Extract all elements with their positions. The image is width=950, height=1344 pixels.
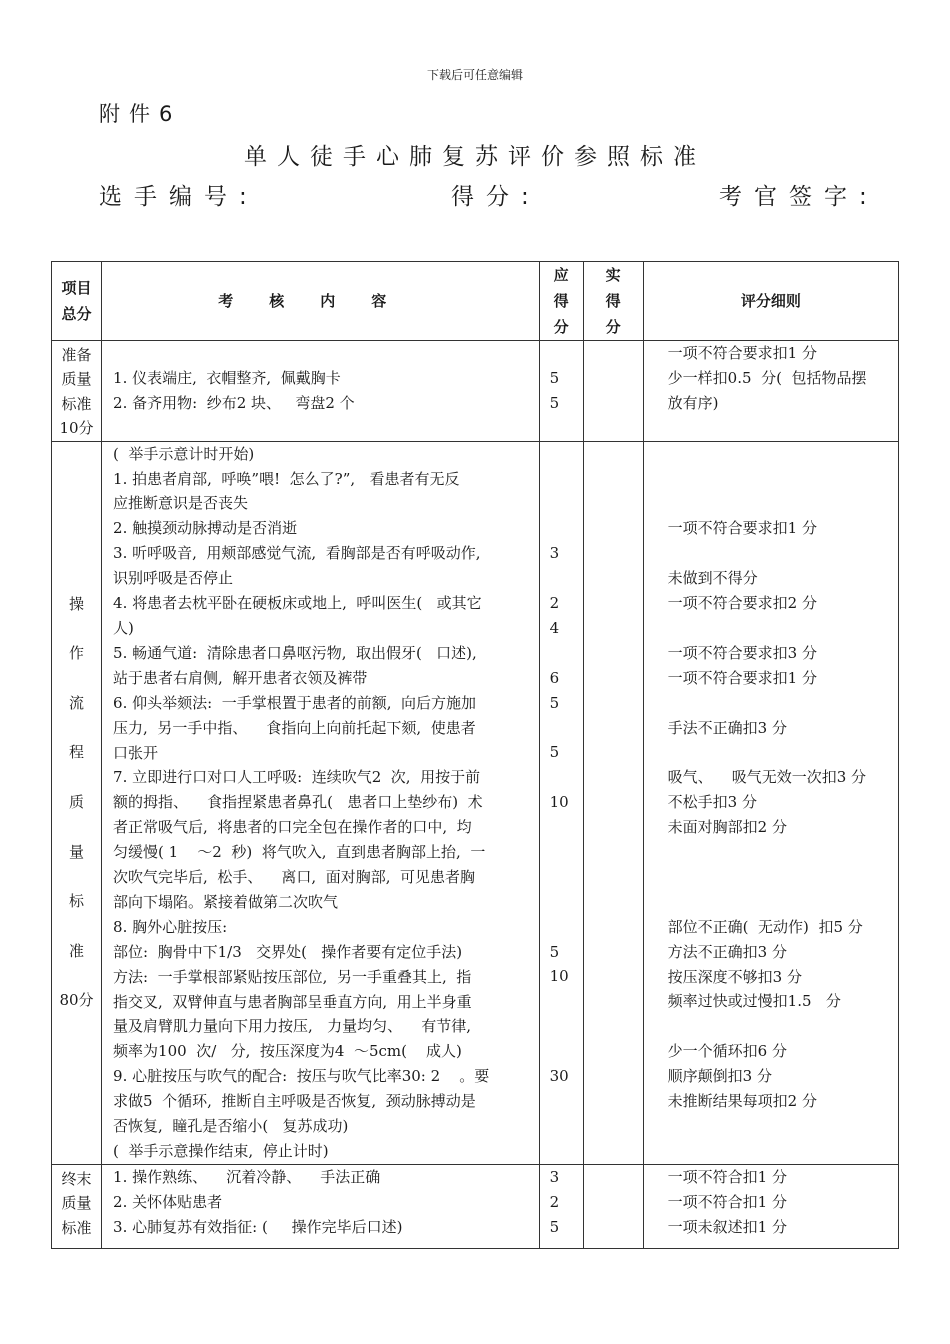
header-content-label: 考核内容 xyxy=(218,292,423,310)
expected-score-line: 10 xyxy=(549,793,569,812)
criteria-line: 频率过快或过慢扣1.5 分 xyxy=(667,992,841,1011)
table-header-row xyxy=(52,262,899,341)
expected-score-cell xyxy=(539,1164,583,1248)
category-line: 操 xyxy=(69,594,85,613)
criteria-line xyxy=(668,840,892,865)
header-expected-line: 分 xyxy=(553,318,569,336)
table-row xyxy=(52,341,899,442)
criteria-line xyxy=(668,541,892,566)
criteria-line xyxy=(668,442,892,467)
header-actual-line: 分 xyxy=(605,318,621,336)
criteria-line: 未做到不得分 xyxy=(667,569,758,588)
criteria-line: 按压深度不够扣3 分 xyxy=(667,967,802,986)
examiner-signature-label: 考官签字: xyxy=(719,184,879,210)
expected-score-line: 4 xyxy=(549,618,560,637)
expected-score-line: 10 xyxy=(549,967,569,986)
criteria-line: 一项不符合要求扣1 分 xyxy=(667,344,817,362)
expected-score-line xyxy=(550,641,583,666)
expected-score-cell xyxy=(539,341,583,442)
content-cell xyxy=(102,441,540,1164)
criteria-line: 部位不正确( 无动作) 扣5 分 xyxy=(667,917,863,936)
document-title: 单人徒手心肺复苏评价参照标准 xyxy=(244,144,706,170)
category-line: 质 xyxy=(69,792,85,811)
expected-score-line: 5 xyxy=(549,743,560,762)
expected-score-line xyxy=(550,1139,583,1164)
expected-score-line xyxy=(550,840,583,865)
criteria-line: 一项不符合要求扣2 分 xyxy=(667,594,817,612)
content-line: 1. 仪表端庄, 衣帽整齐, 佩戴胸卡 xyxy=(113,368,341,387)
content-line: 站于患者右肩侧, 解开患者衣领及裤带 xyxy=(113,668,368,687)
content-line: 8. 胸外心脏按压: xyxy=(113,917,228,936)
content-line: 5. 畅通气道: 清除患者口鼻呕污物, 取出假牙( 口述), xyxy=(113,643,477,662)
content-line: 6. 仰头举颏法: 一手掌根置于患者的前额, 向后方施加 xyxy=(113,693,477,712)
criteria-line: 方法不正确扣3 分 xyxy=(667,942,787,961)
expected-score-line: 5 xyxy=(549,693,560,712)
category-line: 标准 xyxy=(61,1218,92,1237)
expected-score-line xyxy=(550,442,583,467)
content-cell xyxy=(102,341,540,442)
header-category xyxy=(52,262,102,341)
content-line: 方法: 一手掌根部紧贴按压部位, 另一手重叠其上, 指 xyxy=(113,967,472,986)
expected-score-line xyxy=(550,716,583,741)
header-actual-line: 得 xyxy=(605,292,621,310)
content-line: ( 举手示意计时开始) xyxy=(113,444,255,463)
header-expected-score xyxy=(539,262,583,341)
criteria-line: 一项不符合要求扣1 分 xyxy=(667,519,817,538)
criteria-line xyxy=(668,1014,892,1039)
category-line: 准备 xyxy=(61,346,92,364)
expected-score-line: 2 xyxy=(549,1192,560,1211)
table-row xyxy=(52,441,899,1164)
expected-score-line xyxy=(550,467,583,492)
category-line: 标准 xyxy=(61,394,92,413)
header-expected-line: 得 xyxy=(553,292,569,310)
content-line: 9. 心脏按压与吹气的配合: 按压与吹气比率30: 2 。要 xyxy=(113,1067,490,1086)
category-line: 准 xyxy=(69,941,85,960)
expected-score-line xyxy=(550,915,583,940)
criteria-line xyxy=(668,1139,892,1164)
expected-score-line xyxy=(550,765,583,790)
header-category-line: 总分 xyxy=(61,305,92,323)
category-line: 程 xyxy=(69,743,85,762)
expected-score-line xyxy=(550,815,583,840)
content-line: 人) xyxy=(113,618,134,637)
header-note: 下载后可任意编辑 xyxy=(426,68,523,82)
attachment-label: 附件6 xyxy=(99,102,182,126)
criteria-line: 未面对胸部扣2 分 xyxy=(667,818,787,837)
category-cell xyxy=(52,1164,102,1248)
criteria-line: 一项不符合扣1 分 xyxy=(667,1167,787,1186)
category-line: 标 xyxy=(69,892,85,911)
content-cell xyxy=(102,1164,540,1248)
evaluation-table xyxy=(51,261,899,1249)
content-line: 2. 备齐用物: 纱布2 块、 弯盘2 个 xyxy=(113,393,355,412)
content-line: 口张开 xyxy=(113,743,159,762)
content-line: 1. 拍患者肩部, 呼唤”喂! 怎么了?”, 看患者有无反 xyxy=(113,469,460,488)
criteria-line xyxy=(668,491,892,516)
category-cell xyxy=(52,341,102,442)
category-line: 80分 xyxy=(59,991,94,1010)
expected-score-line: 2 xyxy=(549,593,560,612)
category-line: 量 xyxy=(69,842,85,861)
expected-score-line: 5 xyxy=(549,1217,560,1236)
criteria-line: 手法不正确扣3 分 xyxy=(667,718,787,737)
criteria-line: 一项不符合扣1 分 xyxy=(667,1192,787,1211)
criteria-line xyxy=(668,616,892,641)
expected-score-line xyxy=(550,989,583,1014)
criteria-line: 一项未叙述扣1 分 xyxy=(667,1217,787,1236)
criteria-line xyxy=(668,467,892,492)
content-line: 指交叉, 双臂伸直与患者胸部呈垂直方向, 用上半身重 xyxy=(113,992,472,1011)
criteria-cell xyxy=(643,441,898,1164)
criteria-line: 吸气、 吸气无效一次扣3 分 xyxy=(667,768,867,787)
expected-score-line xyxy=(550,516,583,541)
content-line: 频率为100 次/ 分, 按压深度为4 ～5cm( 成人) xyxy=(113,1042,462,1061)
expected-score-line: 5 xyxy=(549,368,560,387)
header-criteria: 评分细则 xyxy=(643,262,898,341)
expected-score-line: 30 xyxy=(549,1067,569,1086)
criteria-line: 放有序) xyxy=(667,393,719,412)
expected-score-line: 5 xyxy=(549,942,560,961)
expected-score-line xyxy=(550,491,583,516)
content-line: 2. 关怀体贴患者 xyxy=(113,1192,223,1211)
content-line: 识别呼吸是否停止 xyxy=(113,569,234,588)
header-expected-line: 应 xyxy=(553,266,569,284)
criteria-line: 少一样扣0.5 分( 包括物品摆 xyxy=(667,368,867,387)
expected-score-line: 3 xyxy=(549,544,560,563)
actual-score-cell xyxy=(583,441,643,1164)
content-line: 次吹气完毕后, 松手、 离口, 面对胸部, 可见患者胸 xyxy=(113,868,476,887)
category-line: 质量 xyxy=(61,370,92,389)
content-line: 否恢复, 瞳孔是否缩小( 复苏成功) xyxy=(113,1117,349,1136)
criteria-line: 少一个循环扣6 分 xyxy=(667,1042,787,1061)
criteria-line: 一项不符合要求扣3 分 xyxy=(667,643,817,662)
content-line: ( 举手示意操作结束, 停止计时) xyxy=(113,1142,329,1160)
criteria-line xyxy=(668,1114,892,1139)
content-line: 应推断意识是否丧失 xyxy=(113,494,249,513)
expected-score-line xyxy=(550,566,583,591)
content-line: 压力, 另一手中指、 食指向上向前托起下颏, 使患者 xyxy=(113,718,476,737)
criteria-cell xyxy=(643,1164,898,1248)
content-line: 3. 听呼吸音, 用颊部感觉气流, 看胸部是否有呼吸动作, xyxy=(113,544,481,563)
content-line: 3. 心肺复苏有效指征: ( 操作完毕后口述) xyxy=(113,1217,403,1236)
score-label: 得分: xyxy=(451,184,541,210)
content-line: 1. 操作熟练、 沉着冷静、 手法正确 xyxy=(113,1167,381,1186)
content-line: 者正常吸气后, 将患者的口完全包在操作者的口中, 均 xyxy=(113,818,472,837)
content-line: 额的拇指、 食指捏紧患者鼻孔( 患者口上垫纱布) 术 xyxy=(113,793,483,812)
criteria-line: 顺序颠倒扣3 分 xyxy=(667,1067,772,1086)
content-line xyxy=(113,341,531,366)
criteria-line: 一项不符合要求扣1 分 xyxy=(667,668,817,687)
category-line: 流 xyxy=(69,693,85,712)
expected-score-line xyxy=(550,1114,583,1139)
category-line: 质量 xyxy=(61,1194,92,1213)
header-actual-score xyxy=(583,262,643,341)
category-cell xyxy=(52,441,102,1164)
criteria-cell xyxy=(643,341,898,442)
actual-score-cell xyxy=(583,1164,643,1248)
criteria-line xyxy=(668,691,892,716)
criteria-line xyxy=(668,890,892,915)
content-line: 4. 将患者去枕平卧在硬板床或地上, 呼叫医生( 或其它 xyxy=(113,594,482,613)
expected-score-line xyxy=(550,1039,583,1064)
expected-score-line xyxy=(550,1089,583,1114)
content-line: 7. 立即进行口对口人工呼吸: 连续吹气2 次, 用按于前 xyxy=(113,768,481,787)
expected-score-line xyxy=(550,890,583,915)
category-line: 作 xyxy=(69,644,85,663)
actual-score-cell xyxy=(583,341,643,442)
expected-score-line xyxy=(550,1014,583,1039)
expected-score-line xyxy=(550,865,583,890)
table-row xyxy=(52,1164,899,1248)
expected-score-line: 6 xyxy=(549,668,560,687)
criteria-line: 不松手扣3 分 xyxy=(667,793,757,812)
category-line: 10分 xyxy=(59,419,94,438)
criteria-line xyxy=(668,740,892,765)
content-line: 量及肩臂肌力量向下用力按压, 力量均匀、 有节律, xyxy=(113,1017,471,1036)
expected-score-line: 5 xyxy=(549,393,560,412)
header-actual-line: 实 xyxy=(605,266,621,284)
category-line: 终末 xyxy=(61,1169,92,1188)
content-line: 部向下塌陷。紧接着做第二次吹气 xyxy=(113,892,339,911)
criteria-line xyxy=(668,865,892,890)
content-line: 匀缓慢( 1 ～2 秒) 将气吹入, 直到患者胸部上抬, 一 xyxy=(113,843,486,862)
expected-score-cell xyxy=(539,441,583,1164)
content-line: 2. 触摸颈动脉搏动是否消逝 xyxy=(113,519,298,538)
header-category-line: 项目 xyxy=(61,279,92,297)
player-id-label: 选手编号: xyxy=(99,184,259,210)
expected-score-line xyxy=(550,341,583,366)
expected-score-line: 3 xyxy=(549,1167,560,1186)
criteria-line: 未推断结果每项扣2 分 xyxy=(667,1092,817,1111)
header-content xyxy=(102,262,540,341)
content-line: 部位: 胸骨中下1/3 交界处( 操作者要有定位手法) xyxy=(113,942,463,961)
content-line: 求做5 个循环, 推断自主呼吸是否恢复, 颈动脉搏动是 xyxy=(113,1092,476,1111)
